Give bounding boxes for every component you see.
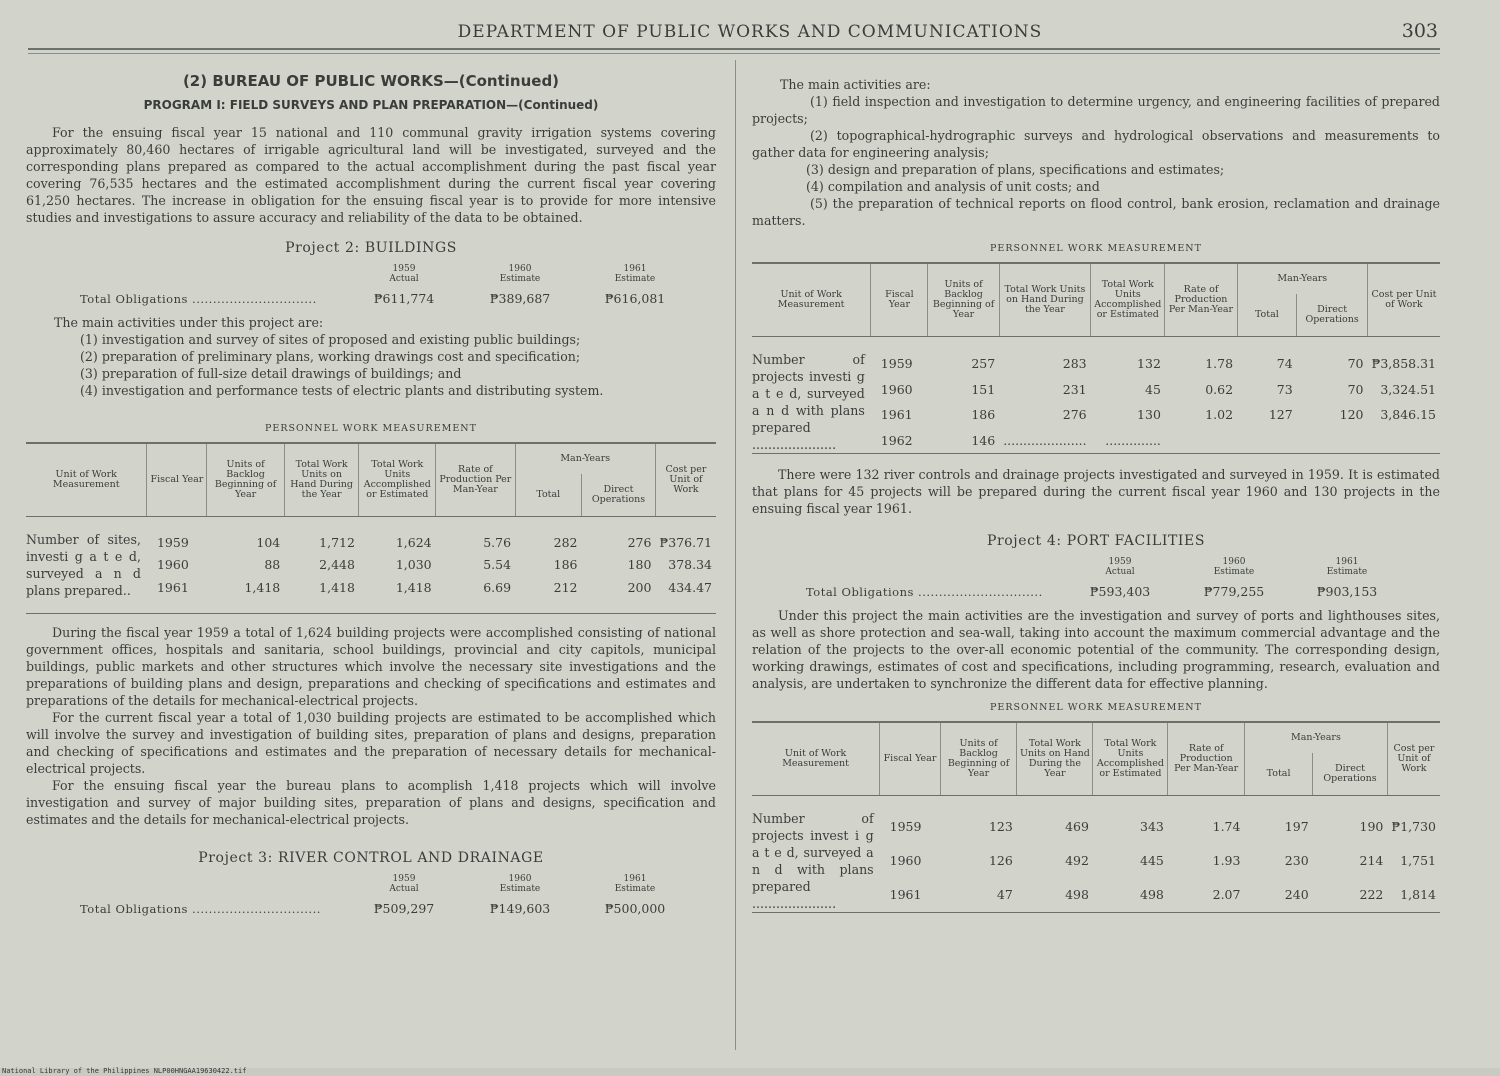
- cell-on-hand: 283: [1062, 356, 1087, 372]
- cell-backlog: 257: [971, 356, 996, 372]
- p4-obligation-1959: ₱593,403: [1089, 584, 1151, 599]
- cell-on-hand: 231: [1062, 381, 1087, 397]
- th-cost: Cost per Unit of Work: [1368, 263, 1441, 337]
- cell-accomplished: 1,624: [395, 534, 432, 550]
- cell-on-hand: 492: [1065, 853, 1089, 869]
- column-divider: [735, 60, 736, 1050]
- th-fiscal-year: Fiscal Year: [880, 722, 941, 796]
- th-direct: Direct Operations: [1297, 294, 1368, 337]
- p3-activities: [752, 76, 1440, 229]
- p2-year-head-1959: 1959 Actual: [389, 264, 419, 284]
- cell-backlog: 47: [996, 887, 1013, 903]
- cell-year: 1959: [880, 356, 913, 372]
- th-cost: Cost per Unit of Work: [1387, 722, 1440, 796]
- cell-on-hand: 2,448: [319, 557, 355, 573]
- p4-paragraph: Under this project the main activities are the investigation and survey of ports and lighthouses sites, as well as shore protection and sea-wall, taking into account the maximum commercial advantage and the relation of the projects to the over-all economic potential of the community. The corresponding design, working drawings, estimates of cost and specifications, including programming, research, evaluation and analysis, are undertaken to synchronize the different data for effective planning.: [752, 608, 1440, 691]
- cell-total: 282: [553, 534, 578, 550]
- p2-activity-3: (3) preparation of full-size detail drawings of buildings; and: [80, 366, 462, 381]
- p4-year-head-1960: 1960 Estimate: [1213, 557, 1255, 577]
- cell-on-hand: 469: [1065, 819, 1089, 835]
- cell-rate: 5.54: [483, 557, 512, 573]
- p2-unit-label: Number of sites, investi g a t e d, surveyed a n d plans prepared..: [26, 532, 141, 598]
- cell-accomplished: 132: [1137, 356, 1161, 372]
- th-backlog: Units of Backlog Beginning of Year: [940, 722, 1017, 796]
- th-unit: Unit of Work Measurement: [752, 263, 871, 337]
- th-man-years: Man-Years: [1244, 722, 1387, 753]
- cell-accomplished: 45: [1145, 381, 1161, 397]
- p3-activity-2: (2) topographical-hydrographic surveys and hydrological observations and measurements to gather data for engineering analysis;: [752, 128, 1440, 160]
- cell-on-hand: 1,712: [319, 534, 355, 550]
- cell-cost: ₱376.71: [659, 534, 712, 550]
- cell-rate: [1165, 427, 1237, 453]
- cell-rate: 1.02: [1205, 407, 1234, 423]
- cell-cost: 1,814: [1400, 887, 1436, 903]
- p2-activities-intro: The main activities under this project are:: [54, 315, 324, 330]
- p2-work-measurement-table: [26, 442, 716, 614]
- page-header: [0, 20, 1500, 44]
- cell-accomplished: 1,418: [395, 580, 432, 596]
- th-accomplished: Total Work Units Accomplished or Estimated: [1093, 722, 1168, 796]
- th-rate: Rate of Production Per Man-Year: [1168, 722, 1245, 796]
- cell-cost: ₱1,730: [1391, 819, 1436, 835]
- cell-direct: [1297, 427, 1368, 453]
- cell-rate: 1.74: [1212, 819, 1241, 835]
- cell-year: 1960: [880, 381, 913, 397]
- p4-year-head-1961: 1961 Estimate: [1326, 557, 1368, 577]
- cell-on-hand: 498: [1065, 887, 1089, 903]
- cell-total: 230: [1284, 853, 1309, 869]
- p2-paragraph-1: During the fiscal year 1959 a total of 1,624 building projects were accomplished consisting of national government offices, hospitals and sanitaria, school buildings, provincial and city capitols, municipal buildings, public markets and other structures which involve the necessary site investigations and the preparations of building plans and design, preparations and checking of specifications and estimates and preparations of the details for mechanical-electrical projects.: [26, 625, 716, 708]
- cell-cost: ₱3,858.31: [1371, 356, 1436, 372]
- cell-year: 1961: [880, 407, 913, 423]
- project2-title: Project 2: BUILDINGS: [285, 240, 457, 256]
- th-rate: Rate of Production Per Man-Year: [436, 443, 515, 517]
- cell-backlog: 123: [988, 819, 1013, 835]
- cell-direct: 200: [627, 580, 652, 596]
- cell-total: 240: [1284, 887, 1309, 903]
- p2-obligation-1961: ₱616,081: [604, 291, 666, 306]
- cell-direct: 222: [1359, 887, 1384, 903]
- cell-backlog: 126: [988, 853, 1013, 869]
- cell-cost: 3,846.15: [1380, 407, 1436, 423]
- p2-activities: [26, 314, 716, 399]
- cell-accomplished: 1,030: [395, 557, 432, 573]
- page-number: 303: [1401, 20, 1438, 42]
- cell-accomplished: 445: [1140, 853, 1164, 869]
- table-row: [26, 531, 716, 554]
- cell-total: 197: [1284, 819, 1309, 835]
- p3-pwm-title: PERSONNEL WORK MEASUREMENT: [990, 243, 1202, 254]
- project4-title: Project 4: PORT FACILITIES: [986, 533, 1206, 549]
- intro-paragraph: For the ensuing fiscal year 15 national and 110 communal gravity irrigation systems covering approximately 80,460 hectares of irrigable agricultural land will be investigated, surveyed and the corresponding plans prepared as compared to the actual accomplishment during the past fiscal year covering 76,535 hectares and the estimated accomplishment during the current fiscal year covering 61,250 hectares. The increase in obligation for the ensuing fiscal year is to provide for more intensive studies and investigations to assure accuracy and reliability of the data to be obtained.: [26, 125, 716, 225]
- p3-work-measurement-table: [752, 262, 1440, 454]
- p3-summary-paragraph: There were 132 river controls and drainage projects investigated and surveyed in 1959. It is estimated that plans for 45 projects will be prepared during the current fiscal year 1960 and 130 projects in the ensuing fiscal year 1961.: [752, 467, 1440, 516]
- p4-unit-label: Number of projects invest i g a t e d, surveyed a n d with plans prepared .....................: [752, 811, 874, 911]
- cell-year: 1961: [889, 887, 922, 903]
- cell-rate: 2.07: [1212, 887, 1241, 903]
- cell-accomplished: 343: [1140, 819, 1164, 835]
- p4-work-measurement-table: [752, 721, 1440, 913]
- right-column: [752, 66, 1440, 913]
- p3-year-head-1959: 1959 Actual: [389, 874, 419, 894]
- p2-obligation-1959: ₱611,774: [373, 291, 435, 306]
- cell-year: 1959: [156, 534, 189, 550]
- project3-obligations: [26, 874, 716, 924]
- cell-backlog: 146: [971, 432, 996, 448]
- p4-year-head-1959: 1959 Actual: [1105, 557, 1135, 577]
- cell-rate: 0.62: [1205, 381, 1234, 397]
- cell-cost: [1368, 427, 1441, 453]
- program-heading: PROGRAM I: FIELD SURVEYS AND PLAN PREPARATION—(Continued): [143, 98, 599, 112]
- cell-total: 186: [553, 557, 578, 573]
- th-fiscal-year: Fiscal Year: [871, 263, 928, 337]
- p2-obligation-1960: ₱389,687: [489, 291, 551, 306]
- p2-year-head-1960: 1960 Estimate: [499, 264, 541, 284]
- cell-backlog: 104: [256, 534, 281, 550]
- th-on-hand: Total Work Units on Hand During the Year: [999, 263, 1090, 337]
- p3-activity-5: (5) the preparation of technical reports on flood control, bank erosion, reclamation and drainage matters.: [752, 196, 1440, 228]
- th-on-hand: Total Work Units on Hand During the Year: [284, 443, 359, 517]
- p3-obligation-1959: ₱509,297: [373, 901, 435, 916]
- p3-obligation-1960: ₱149,603: [489, 901, 551, 916]
- cell-on-hand: 1,418: [319, 580, 355, 596]
- table-row: [752, 810, 1440, 844]
- p2-paragraph-3: For the ensuing fiscal year the bureau plans to acomplish 1,418 projects which will involve investigation and survey of major building sites, preparation of plans and designs, specification and estimates and the details for mechanical-electrical projects.: [26, 778, 716, 827]
- cell-year: 1961: [156, 580, 189, 596]
- cell-backlog: 1,418: [244, 580, 281, 596]
- th-rate: Rate of Production Per Man-Year: [1165, 263, 1237, 337]
- th-backlog: Units of Backlog Beginning of Year: [928, 263, 999, 337]
- p3-activity-1: (1) field inspection and investigation to determine urgency, and engineering facilities of prepared projects;: [752, 94, 1440, 126]
- cell-year: 1962: [880, 432, 913, 448]
- p2-year-head-1961: 1961 Estimate: [614, 264, 656, 284]
- cell-backlog: 186: [971, 407, 996, 423]
- cell-year: 1959: [889, 819, 922, 835]
- p2-total-obligations-label: Total Obligations ..............................: [80, 292, 317, 306]
- th-fiscal-year: Fiscal Year: [147, 443, 207, 517]
- cell-total: 73: [1276, 381, 1293, 397]
- cell-cost: 3,324.51: [1380, 381, 1436, 397]
- th-total: Total: [1237, 294, 1297, 337]
- p3-year-head-1961: 1961 Estimate: [614, 874, 656, 894]
- p3-unit-label: Number of projects investi g a t e d, surveyed a n d with plans prepared .....................: [752, 352, 865, 452]
- cell-direct: 276: [627, 534, 652, 550]
- p3-activity-3: (3) design and preparation of plans, specifications and estimates;: [806, 162, 1225, 177]
- cell-rate: 1.78: [1205, 356, 1234, 372]
- th-total: Total: [515, 474, 581, 517]
- th-unit: Unit of Work Measurement: [26, 443, 147, 517]
- cell-total: 212: [553, 580, 578, 596]
- header-rule: [28, 48, 1440, 50]
- th-direct: Direct Operations: [1313, 753, 1388, 796]
- project2-obligations: [26, 264, 716, 314]
- cell-accomplished: 498: [1140, 887, 1164, 903]
- p3-year-head-1960: 1960 Estimate: [499, 874, 541, 894]
- p3-obligation-1961: ₱500,000: [604, 901, 666, 916]
- th-unit: Unit of Work Measurement: [752, 722, 880, 796]
- p4-pwm-title: PERSONNEL WORK MEASUREMENT: [990, 702, 1202, 713]
- cell-backlog: 88: [264, 557, 281, 573]
- scan-footer: National Library of the Philippines NLP00HNGAA19630422.tif: [2, 1067, 247, 1075]
- cell-cost: 434.47: [668, 580, 712, 596]
- p4-total-obligations-label: Total Obligations ..............................: [806, 585, 1043, 599]
- bureau-heading: (2) BUREAU OF PUBLIC WORKS—(Continued): [182, 72, 560, 90]
- cell-direct: 190: [1359, 819, 1384, 835]
- th-accomplished: Total Work Units Accomplished or Estimated: [359, 443, 436, 517]
- p4-obligation-1960: ₱779,255: [1203, 584, 1265, 599]
- th-man-years: Man-Years: [1237, 263, 1367, 294]
- th-direct: Direct Operations: [582, 474, 656, 517]
- th-on-hand: Total Work Units on Hand During the Year: [1017, 722, 1093, 796]
- th-total: Total: [1244, 753, 1312, 796]
- table-row: [752, 351, 1440, 376]
- cell-direct: 70: [1347, 381, 1364, 397]
- cell-direct: 180: [627, 557, 652, 573]
- th-man-years: Man-Years: [515, 443, 655, 474]
- p2-paragraph-2: For the current fiscal year a total of 1,030 building projects are estimated to be accomplished which will involve the survey and investigation of building sites, preparation of plans and designs, preparation and checking of specifications and estimates and the preparation of necessary details for mechanical-electrical projects.: [26, 710, 716, 776]
- cell-on-hand: .....................: [1003, 432, 1087, 448]
- project3-title: Project 3: RIVER CONTROL AND DRAINAGE: [198, 850, 544, 866]
- p3-activities-intro: The main activities are:: [780, 77, 931, 92]
- cell-direct: 120: [1339, 407, 1364, 423]
- header-rule-thin: [28, 53, 1440, 54]
- cell-accomplished: ..............: [1105, 432, 1161, 448]
- th-backlog: Units of Backlog Beginning of Year: [207, 443, 284, 517]
- cell-year: 1960: [889, 853, 922, 869]
- cell-on-hand: 276: [1062, 407, 1087, 423]
- cell-total: [1237, 427, 1297, 453]
- p3-total-obligations-label: Total Obligations ...............................: [80, 902, 321, 916]
- p2-activity-2: (2) preparation of preliminary plans, working drawings cost and specification;: [80, 349, 581, 364]
- cell-total: 74: [1276, 356, 1293, 372]
- cell-cost: 378.34: [668, 557, 712, 573]
- p2-activity-4: (4) investigation and performance tests of electric plants and distributing system.: [80, 383, 604, 398]
- cell-rate: 6.69: [483, 580, 512, 596]
- cell-backlog: 151: [971, 381, 996, 397]
- cell-cost: 1,751: [1400, 853, 1436, 869]
- cell-rate: 1.93: [1212, 853, 1241, 869]
- p3-activity-4: (4) compilation and analysis of unit costs; and: [806, 179, 1100, 194]
- cell-rate: 5.76: [483, 534, 512, 550]
- cell-direct: 214: [1359, 853, 1384, 869]
- running-title: DEPARTMENT OF PUBLIC WORKS AND COMMUNICATIONS: [457, 22, 1043, 42]
- left-column: [26, 66, 716, 924]
- cell-total: 127: [1268, 407, 1293, 423]
- cell-accomplished: 130: [1137, 407, 1161, 423]
- cell-direct: 70: [1347, 356, 1364, 372]
- th-accomplished: Total Work Units Accomplished or Estimated: [1091, 263, 1165, 337]
- project4-obligations: [752, 557, 1440, 607]
- p4-obligation-1961: ₱903,153: [1316, 584, 1378, 599]
- cell-year: 1960: [156, 557, 189, 573]
- th-cost: Cost per Unit of Work: [655, 443, 716, 517]
- p2-activity-1: (1) investigation and survey of sites of proposed and existing public buildings;: [80, 332, 581, 347]
- p2-pwm-title: PERSONNEL WORK MEASUREMENT: [265, 423, 477, 434]
